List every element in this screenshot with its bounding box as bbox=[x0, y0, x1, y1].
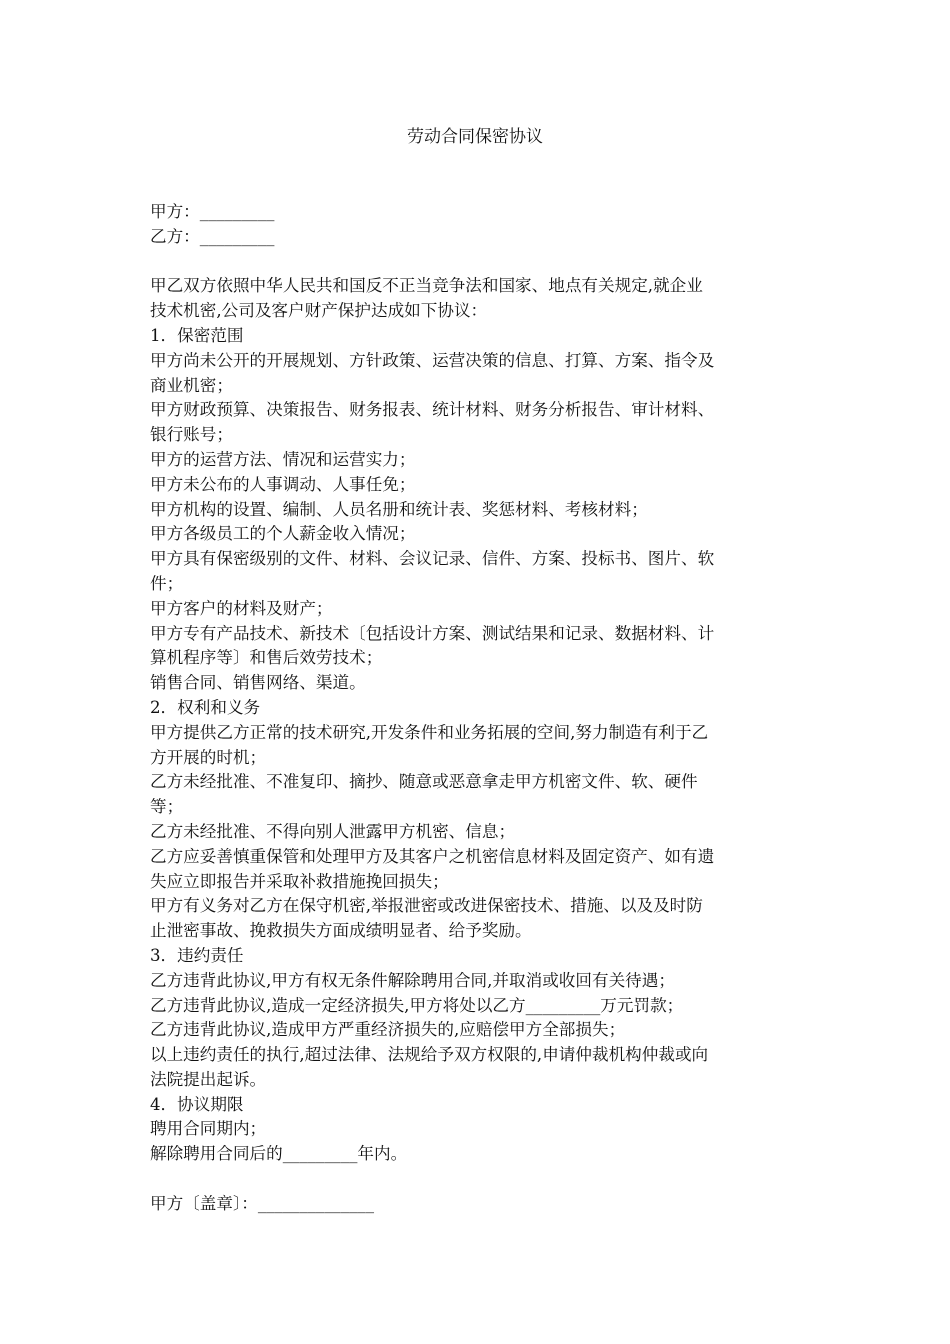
section2-line: 乙方未经批准、不得向别人泄露甲方机密、信息； bbox=[150, 821, 516, 841]
section1-line: 甲方财政预算、决策报告、财务报表、统计材料、财务分析报告、审计材料、 bbox=[150, 400, 715, 420]
section2-line: 甲方有义务对乙方在保守机密,举报泄密或改进保密技术、措施、以及及时防 bbox=[150, 896, 703, 916]
section2-line: 甲方提供乙方正常的技术研究,开发条件和业务拓展的空间,努力制造有利于乙 bbox=[150, 722, 709, 742]
document-body bbox=[150, 200, 805, 1217]
section2-line: 等； bbox=[150, 797, 184, 817]
section4-line: 聘用合同期内； bbox=[150, 1119, 267, 1139]
spacer bbox=[150, 1167, 805, 1192]
section-heading-breach-liability: 3．违约责任 bbox=[150, 945, 244, 965]
section1-line: 银行账号； bbox=[150, 425, 233, 445]
section1-line: 算机程序等〕和售后效劳技术； bbox=[150, 648, 383, 668]
section3-line: 以上违约责任的执行,超过法律、法规给予双方权限的,申请仲裁机构仲裁或向 bbox=[150, 1045, 709, 1065]
section2-line: 止泄密事故、挽救损失方面成绩明显者、给予奖励。 bbox=[150, 921, 532, 941]
section-heading-agreement-term: 4．协议期限 bbox=[150, 1094, 244, 1114]
section3-line: 乙方违背此协议,造成甲方严重经济损失的,应赔偿甲方全部损失； bbox=[150, 1020, 626, 1040]
section1-line: 销售合同、销售网络、渠道。 bbox=[150, 673, 366, 693]
section2-line: 失应立即报告并采取补救措施挽回损失； bbox=[150, 871, 449, 891]
section1-line: 甲方客户的材料及财产； bbox=[150, 598, 333, 618]
section1-line: 甲方专有产品技术、新技术〔包括设计方案、测试结果和记录、数据材料、计 bbox=[150, 623, 715, 643]
document-title: 劳动合同保密协议 bbox=[407, 127, 543, 147]
section1-line: 甲方未公布的人事调动、人事任免； bbox=[150, 474, 416, 494]
section4-line: 解除聘用合同后的_________年内。 bbox=[150, 1144, 408, 1164]
section2-line: 方开展的时机； bbox=[150, 747, 267, 767]
spacer bbox=[150, 250, 805, 275]
preamble-line: 技术机密,公司及客户财产保护达成如下协议： bbox=[150, 301, 488, 321]
preamble-line: 甲乙双方依照中华人民共和国反不正当竞争法和国家、地点有关规定,就企业 bbox=[150, 276, 703, 296]
section3-line: 乙方违背此协议,造成一定经济损失,甲方将处以乙方_________万元罚款； bbox=[150, 995, 684, 1015]
section1-line: 甲方具有保密级别的文件、材料、会议记录、信件、方案、投标书、图片、软 bbox=[150, 549, 715, 569]
section-heading-confidentiality-scope: 1．保密范围 bbox=[150, 325, 244, 345]
party-a-line: 甲方：_________ bbox=[150, 202, 275, 221]
section2-line: 乙方未经批准、不准复印、摘抄、随意或恶意拿走甲方机密文件、软、硬件 bbox=[150, 772, 698, 792]
section1-line: 件； bbox=[150, 573, 184, 593]
signature-line: 甲方〔盖章〕：______________ bbox=[150, 1193, 375, 1213]
section-heading-rights-obligations: 2．权利和义务 bbox=[150, 697, 261, 717]
section3-line: 法院提出起诉。 bbox=[150, 1069, 267, 1089]
section1-line: 甲方尚未公开的开展规划、方针政策、运营决策的信息、打算、方案、指令及 bbox=[150, 350, 715, 370]
section1-line: 甲方机构的设置、编制、人员名册和统计表、奖惩材料、考核材料； bbox=[150, 499, 648, 519]
section1-line: 甲方各级员工的个人薪金收入情况； bbox=[150, 524, 416, 544]
party-b-line: 乙方：_________ bbox=[150, 226, 275, 246]
section3-line: 乙方违背此协议,甲方有权无条件解除聘用合同,并取消或收回有关待遇； bbox=[150, 970, 675, 990]
section2-line: 乙方应妥善慎重保管和处理甲方及其客户之机密信息材料及固定资产、如有遗 bbox=[150, 846, 715, 866]
section1-line: 商业机密； bbox=[150, 375, 233, 395]
section1-line: 甲方的运营方法、情况和运营实力； bbox=[150, 449, 416, 469]
